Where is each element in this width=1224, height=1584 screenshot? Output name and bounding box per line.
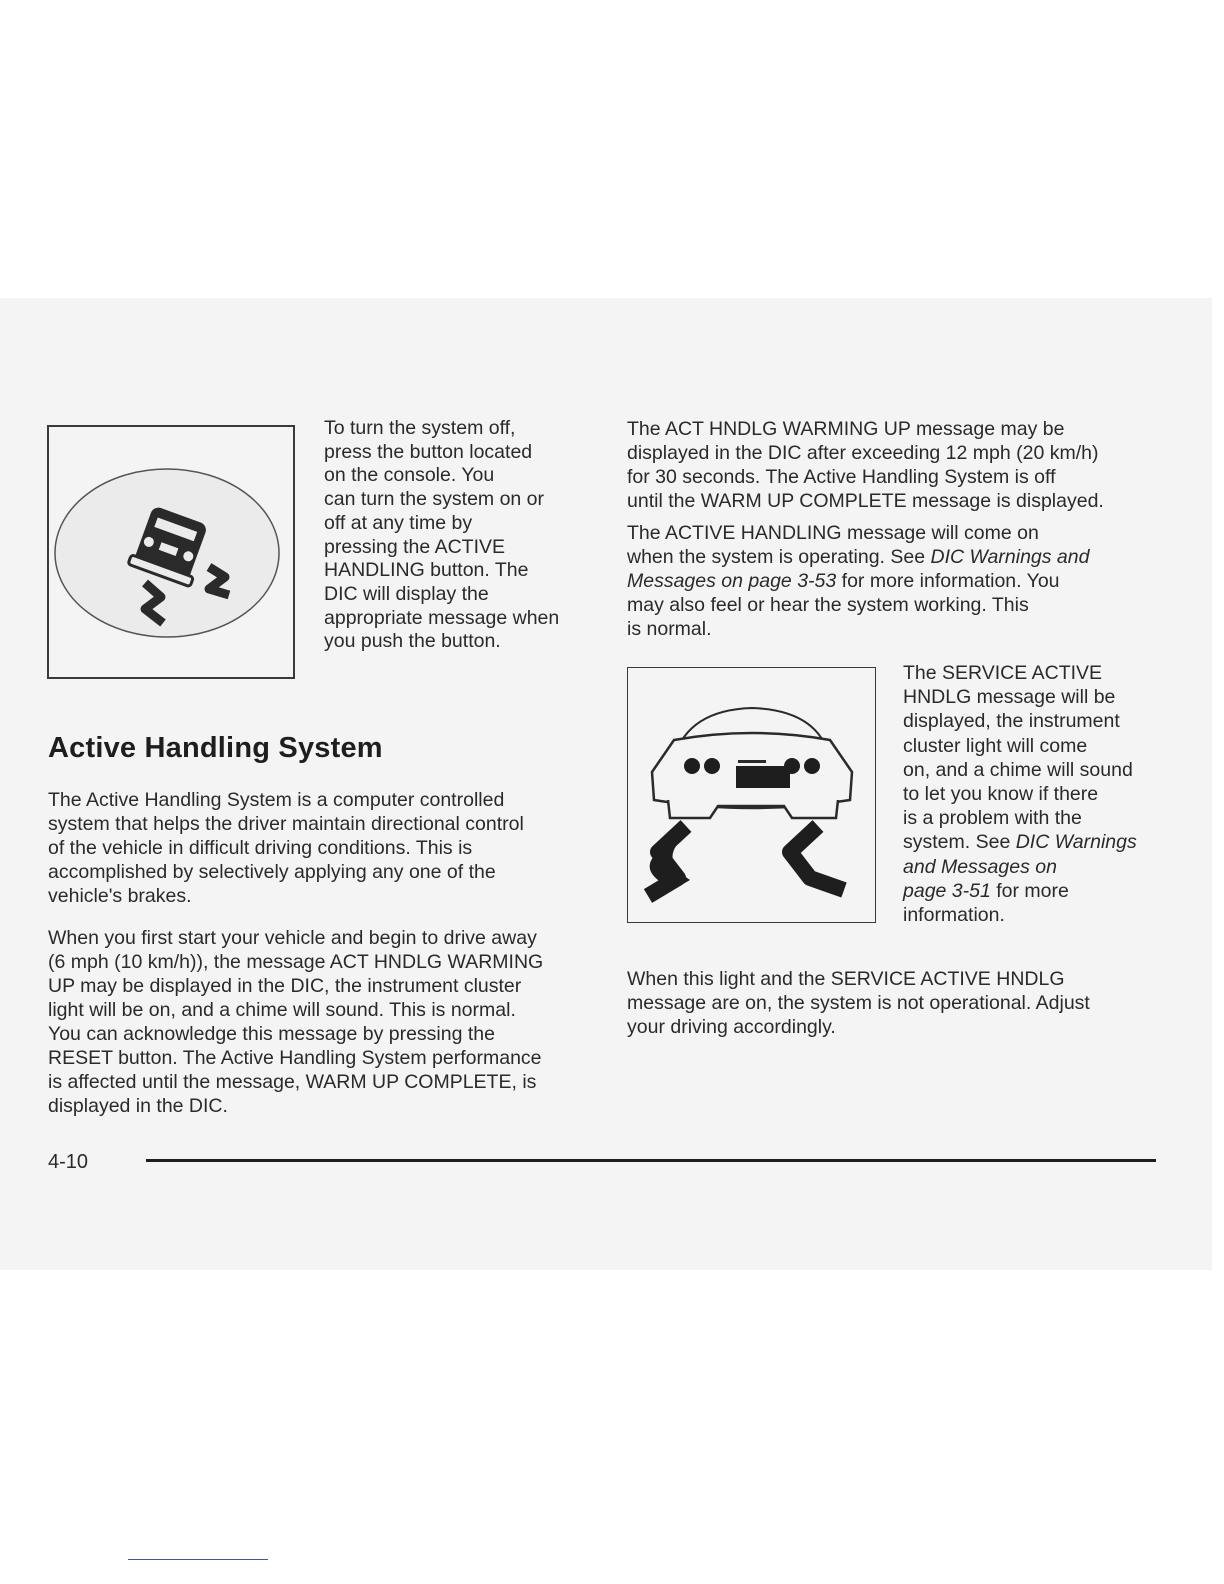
text-line (903, 879, 1137, 903)
text-run: for more information. You (836, 570, 1060, 592)
service-caption (903, 661, 1137, 927)
text-line: When this light and the SERVICE ACTIVE HNDLG (627, 968, 1065, 990)
text-line: system that helps the driver maintain directional control (48, 813, 524, 835)
text-line: cluster light will come (903, 734, 1088, 757)
text-line: may also feel or hear the system working. This (627, 594, 1029, 616)
paragraph-2 (48, 926, 543, 1118)
page-reference: DIC Warnings (1015, 831, 1137, 854)
text-line: displayed in the DIC. (48, 1095, 228, 1117)
text-line: message are on, the system is not operational. Adjust (627, 992, 1090, 1014)
text-run: for more (990, 879, 1069, 902)
text-line: displayed, the instrument (903, 710, 1120, 733)
text-line: The SERVICE ACTIVE (903, 662, 1103, 684)
text-line: your driving accordingly. (627, 1016, 836, 1038)
page-reference: DIC Warnings and (930, 546, 1090, 568)
service-icon-box (627, 667, 876, 923)
section-heading: Active Handling System (48, 732, 383, 764)
paragraph-1 (48, 788, 524, 908)
text-line: When you first start your vehicle and begin to drive away (48, 927, 537, 949)
text-line: information. (903, 904, 1005, 927)
text-line (903, 830, 1137, 854)
page-reference: page 3-51 (903, 879, 991, 902)
text-line: The Active Handling System is a computer controlled (48, 789, 505, 811)
text-line: is normal. (627, 618, 712, 640)
page-number: 4-10 (48, 1151, 89, 1173)
text-line: light will be on, and a chime will sound. This is normal. (48, 999, 516, 1021)
text-line: for 30 seconds. The Active Handling System is off (627, 466, 1056, 488)
text-line (627, 569, 1089, 593)
text-line: on, and a chime will sound (903, 758, 1133, 781)
text-line: RESET button. The Active Handling System performance (48, 1047, 542, 1069)
text-line: The ACT HNDLG WARMING UP message may be (627, 418, 1065, 440)
text-line: To turn the system off, (324, 417, 516, 439)
active-handling-warning-light-icon (628, 668, 874, 921)
text-line: UP may be displayed in the DIC, the instrument cluster (48, 975, 522, 997)
page-reference: and Messages on (903, 855, 1057, 878)
page-reference: Messages on page 3-53 (627, 570, 837, 592)
skid-icon-box (47, 425, 295, 679)
right-paragraph-2 (627, 521, 1089, 641)
text-line: of the vehicle in difficult driving conditions. This is (48, 837, 473, 859)
bottom-line (128, 1559, 268, 1560)
text-line: until the WARM UP COMPLETE message is displayed. (627, 490, 1104, 512)
text-run: system. See (903, 831, 1016, 854)
text-line: off at any time by (324, 511, 473, 534)
text-line: HNDLG message will be (903, 686, 1116, 709)
text-line: accomplished by selectively applying any one of the (48, 861, 496, 883)
text-line: DIC will display the (324, 582, 489, 605)
text-run: when the system is operating. See (627, 546, 931, 568)
text-line (627, 545, 1089, 569)
right-paragraph-1 (627, 417, 1104, 513)
text-line: HANDLING button. The (324, 559, 529, 582)
text-line (903, 855, 1137, 879)
text-line: appropriate message when (324, 606, 560, 629)
text-line: on the console. You (324, 464, 495, 487)
text-line: is affected until the message, WARM UP COMPLETE, is (48, 1071, 537, 1093)
icon-caption (324, 417, 559, 654)
text-line: displayed in the DIC after exceeding 12 mph (20 km/h) (627, 442, 1099, 464)
text-line: vehicle's brakes. (48, 885, 192, 907)
footer-rule (146, 1159, 1156, 1162)
text-line: You can acknowledge this message by pressing the (48, 1023, 495, 1045)
text-line: can turn the system on or (324, 488, 545, 511)
text-line: (6 mph (10 km/h)), the message ACT HNDLG WARMING (48, 951, 544, 973)
right-paragraph-3 (627, 967, 1090, 1039)
text-line: pressing the ACTIVE (324, 535, 506, 558)
text-line: is a problem with the (903, 807, 1082, 830)
text-line: to let you know if there (903, 783, 1099, 806)
text-line: press the button located (324, 440, 533, 463)
text-line: you push the button. (324, 630, 501, 653)
text-line: The ACTIVE HANDLING message will come on (627, 522, 1039, 544)
skidding-car-icon (49, 427, 293, 677)
